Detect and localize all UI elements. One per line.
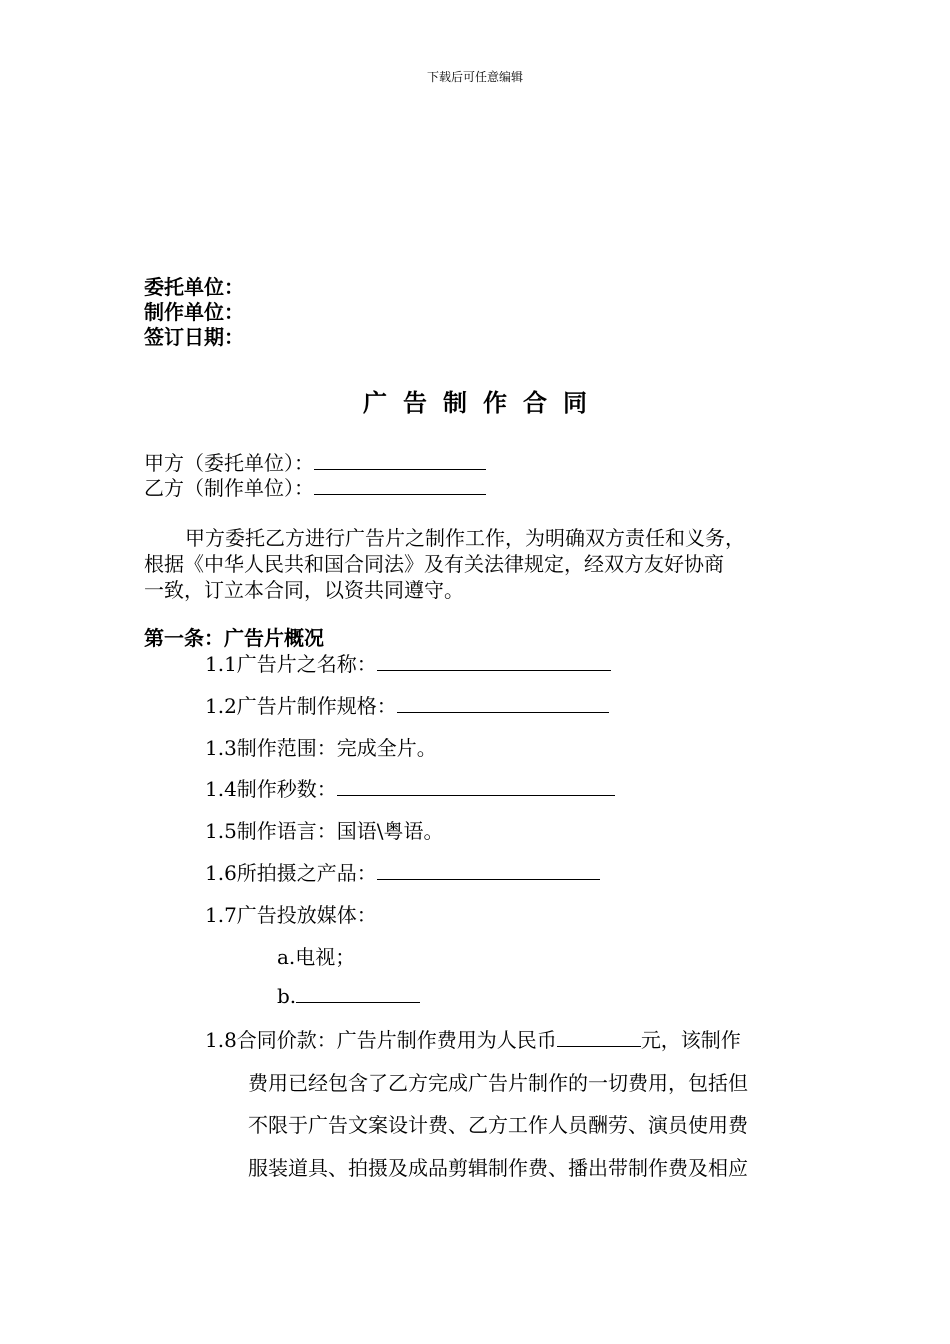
party-a-label: 甲方（委托单位）：: [144, 451, 314, 475]
party-a-blank[interactable]: [314, 449, 486, 470]
preamble-line-2: 根据《中华人民共和国合同法》及有关法律规定，经双方友好协商: [144, 552, 724, 576]
item-1-8: [205, 1024, 741, 1053]
party-b-blank[interactable]: [314, 474, 486, 495]
item-1-7-b-label: b.: [277, 984, 297, 1008]
item-1-8-line-2: 费用已经包含了乙方完成广告片制作的一切费用，包括但: [248, 1071, 748, 1095]
item-1-4-label: 1.4制作秒数：: [205, 777, 337, 801]
item-1-1-blank[interactable]: [377, 650, 611, 671]
section-1-heading: 第一条：广告片概况: [144, 626, 324, 650]
party-b-line: [144, 474, 486, 501]
item-1-6: [205, 857, 600, 886]
item-1-6-label: 1.6所拍摄之产品：: [205, 861, 377, 885]
item-1-2-blank[interactable]: [397, 692, 609, 713]
item-1-8-label: 1.8合同价款：广告片制作费用为人民币: [205, 1028, 557, 1052]
item-1-8-price-blank[interactable]: [557, 1026, 641, 1047]
preamble-line-1: 甲方委托乙方进行广告片之制作工作，为明确双方责任和义务，: [185, 526, 745, 550]
item-1-4: [205, 773, 615, 802]
party-a-line: [144, 449, 486, 476]
document-title: 广告制作合同: [363, 389, 603, 417]
cover-client-label: 委托单位：: [144, 275, 244, 299]
party-b-label: 乙方（制作单位）：: [144, 476, 314, 500]
item-1-3: 1.3制作范围：完成全片。: [205, 736, 437, 760]
item-1-1: [205, 648, 611, 677]
item-1-5: 1.5制作语言：国语\粤语。: [205, 819, 444, 843]
item-1-8-suffix: 元，该制作: [640, 1028, 741, 1052]
item-1-7-b: [277, 982, 420, 1008]
item-1-2-label: 1.2广告片制作规格：: [205, 694, 397, 718]
item-1-7: 1.7广告投放媒体：: [205, 903, 377, 927]
cover-sign-date-label: 签订日期：: [144, 325, 244, 349]
item-1-7-a: a.电视；: [277, 945, 356, 969]
preamble-line-3: 一致，订立本合同，以资共同遵守。: [144, 578, 464, 602]
item-1-8-line-3: 不限于广告文案设计费、乙方工作人员酬劳、演员使用费: [248, 1113, 748, 1137]
header-note: 下载后可任意编辑: [426, 70, 523, 84]
cover-producer-label: 制作单位：: [144, 300, 244, 324]
item-1-4-blank[interactable]: [337, 775, 615, 796]
item-1-6-blank[interactable]: [377, 859, 600, 880]
item-1-8-line-4: 服装道具、拍摄及成品剪辑制作费、播出带制作费及相应: [248, 1156, 748, 1180]
item-1-7-b-blank[interactable]: [296, 982, 420, 1003]
item-1-1-label: 1.1广告片之名称：: [205, 652, 377, 676]
item-1-2: [205, 690, 609, 719]
